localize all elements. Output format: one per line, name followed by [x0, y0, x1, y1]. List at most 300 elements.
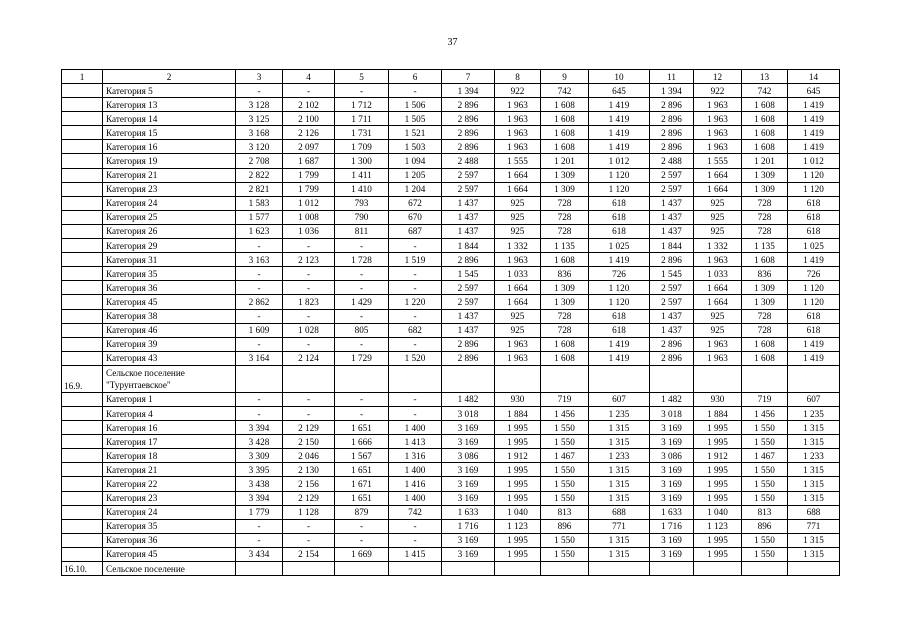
category-name: Категория 29	[103, 239, 236, 253]
value-cell	[742, 365, 788, 392]
value-cell: -	[335, 392, 389, 406]
value-cell: 688	[788, 505, 840, 519]
value-cell: 1 120	[788, 182, 840, 196]
value-cell: 1 666	[335, 435, 389, 449]
value-cell: 1 482	[442, 392, 495, 406]
value-cell: 2 123	[283, 253, 335, 267]
value-cell: 1 419	[589, 253, 650, 267]
value-cell: 1 012	[283, 196, 335, 210]
value-cell: 618	[589, 210, 650, 224]
value-cell: 1 550	[541, 435, 589, 449]
table-row	[62, 519, 840, 533]
value-cell: 3 169	[442, 533, 495, 547]
column-header: 10	[589, 70, 650, 84]
value-cell: 1 437	[650, 210, 694, 224]
value-cell: -	[389, 533, 442, 547]
category-name: Категория 17	[103, 435, 236, 449]
category-name: Сельское поселение "Турунтаевское"	[103, 365, 236, 392]
section-number	[62, 406, 103, 420]
value-cell: 1 309	[541, 182, 589, 196]
section-number	[62, 547, 103, 561]
value-cell	[495, 365, 541, 392]
value-cell: 688	[589, 505, 650, 519]
table-row	[62, 112, 840, 126]
value-cell: 1 419	[589, 351, 650, 365]
value-cell	[788, 365, 840, 392]
value-cell	[236, 562, 283, 576]
value-cell: 1 729	[335, 351, 389, 365]
value-cell: 1 567	[335, 449, 389, 463]
value-cell: 1 025	[788, 239, 840, 253]
value-cell	[283, 365, 335, 392]
value-cell: 1 503	[389, 140, 442, 154]
category-name: Категория 46	[103, 323, 236, 337]
section-number	[62, 295, 103, 309]
value-cell: 1 309	[742, 168, 788, 182]
value-cell: 618	[788, 309, 840, 323]
value-cell: 1 712	[335, 98, 389, 112]
section-number	[62, 477, 103, 491]
value-cell: 1 128	[283, 505, 335, 519]
value-cell: 1 309	[541, 281, 589, 295]
value-cell: 2 100	[283, 112, 335, 126]
value-cell: 3 128	[236, 98, 283, 112]
section-number: 16.9.	[62, 365, 103, 392]
value-cell: 1 315	[589, 533, 650, 547]
value-cell: 3 438	[236, 477, 283, 491]
table-row	[62, 477, 840, 491]
value-cell: 1 995	[495, 547, 541, 561]
value-cell: 618	[788, 323, 840, 337]
value-cell: -	[389, 239, 442, 253]
value-cell: 1 608	[541, 112, 589, 126]
value-cell: 1 550	[742, 547, 788, 561]
value-cell: -	[389, 406, 442, 420]
value-cell: 925	[495, 309, 541, 323]
value-cell: 719	[541, 392, 589, 406]
value-cell: -	[389, 519, 442, 533]
value-cell: 728	[541, 323, 589, 337]
value-cell: -	[283, 281, 335, 295]
value-cell: 925	[495, 224, 541, 238]
section-number: 16.10.	[62, 562, 103, 576]
value-cell: 618	[589, 224, 650, 238]
value-cell: 1 550	[742, 533, 788, 547]
table-row	[62, 562, 840, 576]
value-cell: 2 130	[283, 463, 335, 477]
value-cell: 1 413	[389, 435, 442, 449]
value-cell: 1 315	[589, 491, 650, 505]
section-number	[62, 224, 103, 238]
table-row	[62, 547, 840, 561]
value-cell: 3 169	[442, 435, 495, 449]
value-cell: 925	[694, 323, 742, 337]
value-cell: 742	[742, 84, 788, 98]
value-cell: 1 608	[541, 351, 589, 365]
value-cell: 3 018	[650, 406, 694, 420]
value-cell: 1 437	[650, 323, 694, 337]
category-name: Категория 35	[103, 267, 236, 281]
table-row	[62, 406, 840, 420]
table-header-row	[62, 70, 840, 84]
value-cell: 1 555	[694, 154, 742, 168]
value-cell	[283, 562, 335, 576]
value-cell: 1 309	[541, 295, 589, 309]
value-cell: 1 332	[495, 239, 541, 253]
value-cell: 1 623	[236, 224, 283, 238]
value-cell: 1 400	[389, 421, 442, 435]
value-cell: 2 597	[442, 295, 495, 309]
section-number	[62, 126, 103, 140]
value-cell: 687	[389, 224, 442, 238]
value-cell: 1 505	[389, 112, 442, 126]
page-number: 37	[447, 37, 458, 48]
value-cell: 1 315	[788, 421, 840, 435]
section-number	[62, 196, 103, 210]
value-cell: 1 506	[389, 98, 442, 112]
table-row	[62, 281, 840, 295]
value-cell: 1 033	[495, 267, 541, 281]
category-name: Категория 25	[103, 210, 236, 224]
value-cell: 1 912	[495, 449, 541, 463]
value-cell: 3 309	[236, 449, 283, 463]
section-number	[62, 267, 103, 281]
value-cell: 728	[742, 196, 788, 210]
value-cell: 3 169	[650, 491, 694, 505]
value-cell: 922	[694, 84, 742, 98]
value-cell: 1 664	[495, 281, 541, 295]
value-cell: 2 597	[650, 182, 694, 196]
category-name: Категория 45	[103, 295, 236, 309]
value-cell: 1 664	[495, 295, 541, 309]
category-name: Категория 39	[103, 337, 236, 351]
value-cell: 925	[495, 196, 541, 210]
category-name: Категория 5	[103, 84, 236, 98]
value-cell: 1 315	[788, 463, 840, 477]
value-cell: 930	[694, 392, 742, 406]
section-number	[62, 435, 103, 449]
value-cell: -	[335, 267, 389, 281]
column-header: 9	[541, 70, 589, 84]
value-cell: 925	[495, 210, 541, 224]
value-cell: 3 125	[236, 112, 283, 126]
value-cell: 1 135	[541, 239, 589, 253]
value-cell: 3 120	[236, 140, 283, 154]
section-number	[62, 168, 103, 182]
value-cell	[694, 365, 742, 392]
value-cell: 1 309	[742, 295, 788, 309]
section-number	[62, 112, 103, 126]
value-cell: 3 169	[650, 463, 694, 477]
value-cell: 618	[788, 210, 840, 224]
value-cell: 3 163	[236, 253, 283, 267]
value-cell	[442, 365, 495, 392]
value-cell: 2 896	[442, 98, 495, 112]
value-cell: -	[335, 406, 389, 420]
value-cell: 1 664	[694, 295, 742, 309]
value-cell: -	[335, 239, 389, 253]
value-cell: -	[236, 267, 283, 281]
value-cell: 2 896	[650, 253, 694, 267]
value-cell: 922	[495, 84, 541, 98]
value-cell: -	[236, 309, 283, 323]
value-cell: 1 963	[495, 126, 541, 140]
category-name: Категория 36	[103, 533, 236, 547]
value-cell: 1 120	[788, 281, 840, 295]
value-cell: 1 332	[694, 239, 742, 253]
value-cell: 1 520	[389, 351, 442, 365]
column-header: 1	[62, 70, 103, 84]
value-cell: 618	[589, 196, 650, 210]
value-cell: 1 400	[389, 491, 442, 505]
value-cell: 742	[389, 505, 442, 519]
value-cell: -	[335, 309, 389, 323]
value-cell: 1 456	[742, 406, 788, 420]
value-cell: 1 550	[541, 547, 589, 561]
table-row	[62, 295, 840, 309]
value-cell: 811	[335, 224, 389, 238]
section-number	[62, 392, 103, 406]
value-cell	[335, 562, 389, 576]
value-cell: 607	[589, 392, 650, 406]
value-cell: 1 633	[442, 505, 495, 519]
table-row	[62, 351, 840, 365]
value-cell: 1 419	[589, 98, 650, 112]
value-cell	[742, 562, 788, 576]
value-cell: 1 120	[788, 168, 840, 182]
value-cell: -	[389, 337, 442, 351]
value-cell: 3 164	[236, 351, 283, 365]
value-cell: 3 169	[650, 477, 694, 491]
value-cell: 1 664	[495, 182, 541, 196]
table-row	[62, 309, 840, 323]
value-cell: 1 437	[442, 309, 495, 323]
value-cell: 2 896	[650, 126, 694, 140]
value-cell: 1 437	[442, 210, 495, 224]
table-row	[62, 337, 840, 351]
value-cell: 1 963	[694, 126, 742, 140]
value-cell: 1 315	[589, 421, 650, 435]
value-cell	[541, 365, 589, 392]
value-cell: -	[236, 239, 283, 253]
value-cell: 1 545	[650, 267, 694, 281]
table-row	[62, 239, 840, 253]
value-cell: 3 428	[236, 435, 283, 449]
table-row	[62, 253, 840, 267]
value-cell: 2 896	[442, 253, 495, 267]
value-cell: 1 419	[788, 253, 840, 267]
value-cell: 1 550	[742, 421, 788, 435]
section-number	[62, 323, 103, 337]
value-cell: 1 120	[589, 182, 650, 196]
column-header: 8	[495, 70, 541, 84]
value-cell: 1 731	[335, 126, 389, 140]
category-name: Категория 13	[103, 98, 236, 112]
value-cell: 1 550	[742, 435, 788, 449]
value-cell: 1 671	[335, 477, 389, 491]
value-cell: 1 040	[694, 505, 742, 519]
value-cell: 1 651	[335, 421, 389, 435]
value-cell: 925	[694, 309, 742, 323]
value-cell: 672	[389, 196, 442, 210]
category-name: Категория 43	[103, 351, 236, 365]
value-cell: 1 577	[236, 210, 283, 224]
value-cell: 2 896	[650, 98, 694, 112]
value-cell: 3 169	[650, 421, 694, 435]
value-cell: 1 963	[495, 337, 541, 351]
value-cell: 728	[541, 224, 589, 238]
value-cell: 1 608	[742, 112, 788, 126]
category-name: Категория 16	[103, 140, 236, 154]
value-cell: 1 608	[742, 351, 788, 365]
value-cell: 1 437	[442, 224, 495, 238]
value-cell: 1 995	[495, 477, 541, 491]
value-cell: 728	[541, 210, 589, 224]
value-cell: 1 550	[541, 533, 589, 547]
value-cell: 1 419	[589, 337, 650, 351]
value-cell: 2 597	[650, 295, 694, 309]
value-cell: 1 963	[694, 112, 742, 126]
category-name: Категория 14	[103, 112, 236, 126]
value-cell	[788, 562, 840, 576]
column-header: 12	[694, 70, 742, 84]
value-cell: 670	[389, 210, 442, 224]
category-name: Категория 35	[103, 519, 236, 533]
section-number	[62, 182, 103, 196]
value-cell: 1 316	[389, 449, 442, 463]
category-name: Категория 24	[103, 505, 236, 519]
value-cell: 1 651	[335, 463, 389, 477]
value-cell: 1 550	[541, 477, 589, 491]
table-row	[62, 84, 840, 98]
table-row	[62, 267, 840, 281]
column-header: 3	[236, 70, 283, 84]
value-cell: 1 036	[283, 224, 335, 238]
value-cell: 1 204	[389, 182, 442, 196]
table-row	[62, 196, 840, 210]
value-cell: 2 597	[442, 182, 495, 196]
value-cell: 1 963	[694, 98, 742, 112]
value-cell: 645	[589, 84, 650, 98]
value-cell: 1 315	[589, 463, 650, 477]
value-cell: 1 633	[650, 505, 694, 519]
value-cell: 1 550	[742, 463, 788, 477]
value-cell: 2 597	[442, 281, 495, 295]
value-cell: 607	[788, 392, 840, 406]
value-cell: 728	[742, 210, 788, 224]
value-cell: 726	[788, 267, 840, 281]
category-name: Категория 4	[103, 406, 236, 420]
value-cell: 3 434	[236, 547, 283, 561]
value-cell: 2 129	[283, 491, 335, 505]
value-cell: 1 799	[283, 182, 335, 196]
section-number	[62, 337, 103, 351]
value-cell: -	[236, 392, 283, 406]
value-cell: 836	[541, 267, 589, 281]
value-cell: 1 884	[495, 406, 541, 420]
value-cell: -	[283, 84, 335, 98]
value-cell: 719	[742, 392, 788, 406]
value-cell: 2 126	[283, 126, 335, 140]
value-cell: 1 519	[389, 253, 442, 267]
value-cell: -	[389, 281, 442, 295]
value-cell: 925	[694, 224, 742, 238]
value-cell: 1 609	[236, 323, 283, 337]
value-cell: 2 097	[283, 140, 335, 154]
value-cell: 1 012	[788, 154, 840, 168]
value-cell: 1 995	[495, 463, 541, 477]
value-cell: 1 608	[541, 337, 589, 351]
value-cell	[650, 562, 694, 576]
value-cell: 1 995	[694, 491, 742, 505]
section-number	[62, 505, 103, 519]
section-number	[62, 533, 103, 547]
value-cell: 1 201	[541, 154, 589, 168]
column-header: 7	[442, 70, 495, 84]
category-name: Категория 1	[103, 392, 236, 406]
value-cell: 618	[788, 224, 840, 238]
value-cell: 1 823	[283, 295, 335, 309]
value-cell: -	[236, 337, 283, 351]
value-cell: 728	[541, 309, 589, 323]
table-row	[62, 126, 840, 140]
value-cell: 728	[742, 323, 788, 337]
value-cell: -	[335, 533, 389, 547]
value-cell: 3 086	[442, 449, 495, 463]
value-cell: 3 169	[650, 533, 694, 547]
value-cell: 1 437	[650, 224, 694, 238]
value-cell: -	[335, 281, 389, 295]
value-cell: 1 233	[589, 449, 650, 463]
value-cell	[442, 562, 495, 576]
value-cell: 1 583	[236, 196, 283, 210]
value-cell: 1 608	[742, 253, 788, 267]
value-cell: 836	[742, 267, 788, 281]
section-number	[62, 463, 103, 477]
value-cell: -	[283, 309, 335, 323]
value-cell: 1 123	[694, 519, 742, 533]
value-cell: 1 233	[788, 449, 840, 463]
value-cell: 2 046	[283, 449, 335, 463]
value-cell: 1 995	[694, 463, 742, 477]
value-cell: 1 419	[788, 140, 840, 154]
value-cell: 1 664	[495, 168, 541, 182]
value-cell: 2 896	[442, 337, 495, 351]
value-cell: 3 169	[442, 491, 495, 505]
value-cell: 805	[335, 323, 389, 337]
table-row	[62, 168, 840, 182]
section-number	[62, 421, 103, 435]
value-cell: 1 437	[650, 196, 694, 210]
value-cell: 1 437	[650, 309, 694, 323]
value-cell: 1 028	[283, 323, 335, 337]
value-cell: 1 963	[694, 253, 742, 267]
value-cell: 1 309	[742, 182, 788, 196]
value-cell: -	[283, 406, 335, 420]
value-cell: 1 482	[650, 392, 694, 406]
value-cell: 1 094	[389, 154, 442, 168]
value-cell: 1 995	[694, 533, 742, 547]
column-header: 6	[389, 70, 442, 84]
value-cell: 2 896	[442, 351, 495, 365]
value-cell: 1 467	[742, 449, 788, 463]
value-cell: 1 608	[541, 253, 589, 267]
value-cell: 1 608	[742, 140, 788, 154]
value-cell: 2 896	[650, 337, 694, 351]
value-cell: 3 169	[650, 435, 694, 449]
value-cell: -	[283, 519, 335, 533]
column-header: 5	[335, 70, 389, 84]
